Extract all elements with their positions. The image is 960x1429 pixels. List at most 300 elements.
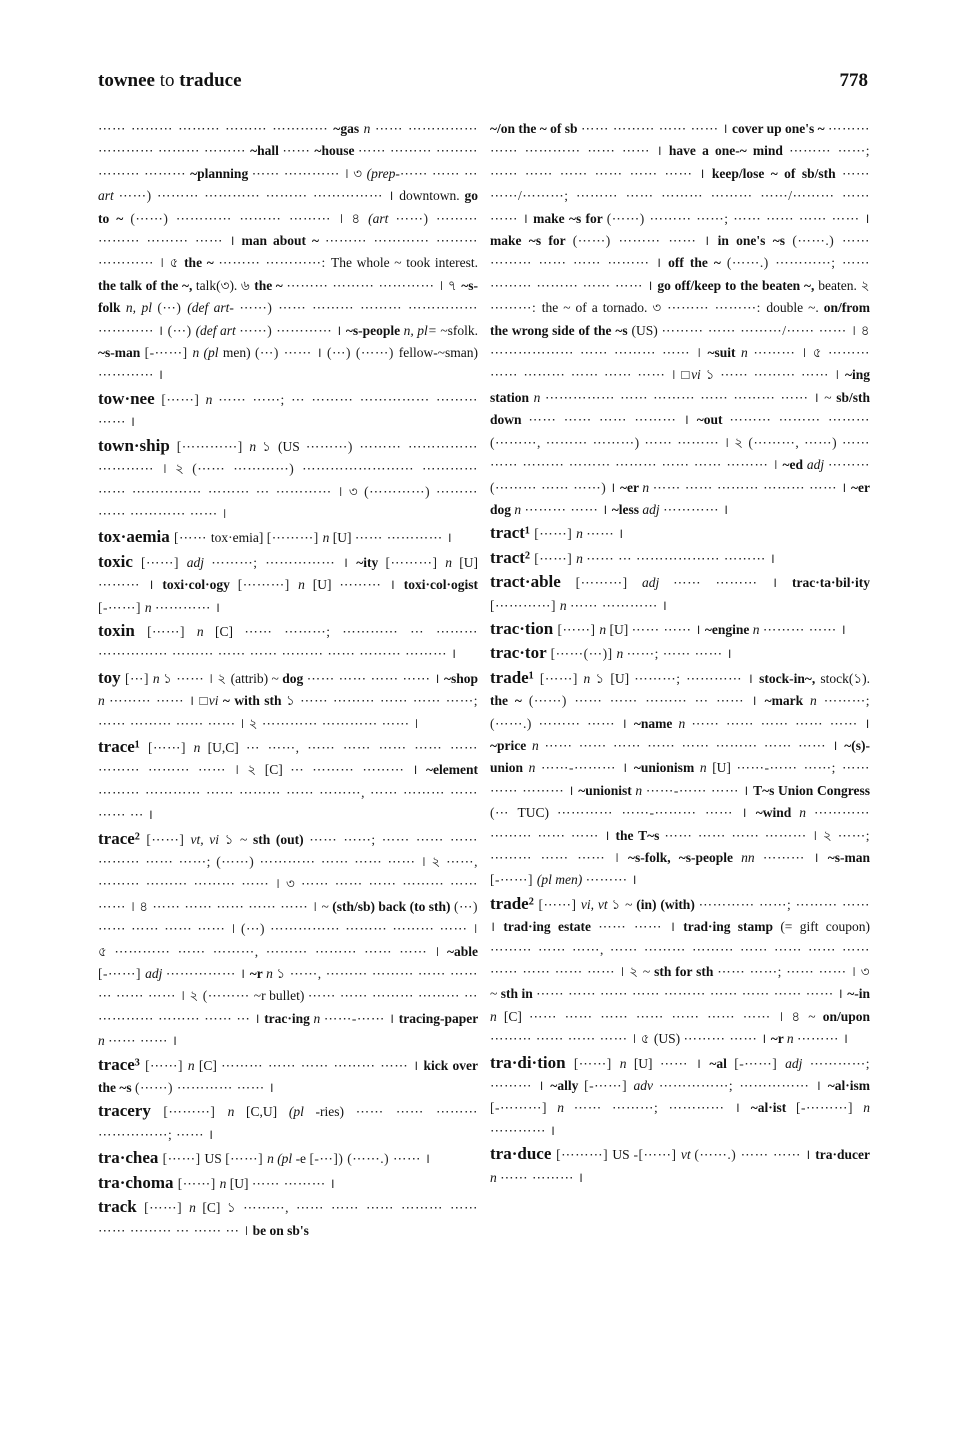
grammar-label: n xyxy=(635,782,646,798)
bold-phrase: man about ~ xyxy=(241,233,326,249)
plain-text: [U,C] xyxy=(207,739,246,755)
plain-text: [C] xyxy=(215,623,245,639)
grammar-label: (art xyxy=(368,210,396,226)
definition-text: [-⋯⋯⋯] xyxy=(490,1100,558,1116)
definition-text: [⋯⋯⋯⋯] xyxy=(490,597,560,613)
definition-text: (⋯⋯) ⋯⋯ ⋯⋯ ⋯⋯⋯ ⋯ ⋯⋯ । xyxy=(528,693,765,709)
bold-phrase: ~gas xyxy=(333,121,364,136)
definition-text: ⋯⋯⋯⋯ ⋯⋯-⋯⋯⋯ ⋯⋯ । xyxy=(557,805,756,821)
definition-text: ⋯⋯ ⋯⋯ ⋯⋯ ⋯⋯⋯ । ২ ⋯⋯; ⋯⋯⋯ ⋯⋯ ⋯⋯ । xyxy=(490,827,870,865)
bold-phrase: ~s-folk xyxy=(98,277,478,316)
plain-text: ~ xyxy=(240,831,253,847)
headword: trace² xyxy=(98,828,147,848)
definition-text: ⋯⋯ ⋯⋯ । xyxy=(598,919,684,935)
bold-phrase: ~r xyxy=(770,1031,787,1047)
definition-text: ⋯⋯⋯; ⋯⋯⋯⋯ । xyxy=(634,670,760,686)
headword: track xyxy=(98,1197,145,1217)
grammar-label: nn xyxy=(741,850,763,865)
grammar-label: (def art- xyxy=(187,300,240,316)
headword: tract·able xyxy=(490,572,576,592)
bold-phrase: make ~s for xyxy=(490,233,573,249)
definition-text: (⋯⋯) ⋯⋯⋯ ⋯⋯; ⋯⋯ ⋯⋯ ⋯⋯ ⋯⋯ । xyxy=(606,210,870,226)
definition-text: ১ ⋯⋯ ⋯⋯⋯ ⋯⋯ । xyxy=(705,367,845,383)
plain-text: fellow-~sman) xyxy=(398,345,478,361)
plain-text: stock(১). xyxy=(820,670,870,686)
grammar-label: n xyxy=(514,501,525,517)
definition-text: [⋯] xyxy=(124,670,153,686)
headword: tra·choma xyxy=(98,1172,178,1192)
plain-text: □ xyxy=(199,693,209,709)
dictionary-entry xyxy=(98,828,478,1053)
plain-text: [C] xyxy=(503,1008,530,1024)
bold-phrase: ~-in xyxy=(847,986,870,1002)
definition-text: ⋯⋯ ⋯⋯⋯ । xyxy=(251,1175,336,1191)
bold-phrase: the ~ xyxy=(490,693,529,709)
bold-phrase: ~wind xyxy=(755,805,800,821)
definition-text: ১ xyxy=(262,438,279,454)
grammar-label: n xyxy=(528,760,542,776)
definition-text: ⋯⋯⋯ । xyxy=(339,577,404,593)
definition-text: ⋯⋯ ⋯⋯⋯⋯ । xyxy=(354,530,453,546)
definition-text: [⋯⋯⋯⋯] xyxy=(176,438,250,454)
plain-text: talk(৩). xyxy=(195,277,241,293)
definition-text: ⋯⋯ ⋯⋯⋯⋯ । xyxy=(570,597,668,613)
definition-text: ⋯⋯ ⋯⋯ ⋯⋯⋯ ⋯⋯⋯ ⋯⋯ । xyxy=(652,479,851,495)
definition-text: ⋯⋯⋯ ⋯⋯ ⋯⋯ ⋯⋯ । ৫ xyxy=(490,1031,654,1047)
definition-text: [-⋯⋯] xyxy=(734,1055,786,1071)
grammar-label: n xyxy=(313,1010,324,1026)
definition-text: ⋯⋯⋯ ⋯⋯⋯ ⋯⋯⋯⋯ । ৭ xyxy=(286,277,462,293)
definition-text: ⋯⋯ ⋯⋯ ⋯⋯ ⋯⋯ ⋯⋯ । xyxy=(691,715,870,731)
grammar-label: n xyxy=(490,1008,504,1024)
headword: tra·chea xyxy=(98,1148,163,1168)
plain-text: beaten. xyxy=(818,277,861,293)
bold-phrase: tracing-paper xyxy=(398,1010,478,1026)
definition-text: ⋯⋯ xyxy=(282,143,315,159)
plain-text: □ xyxy=(681,367,692,383)
dictionary-entry xyxy=(490,1052,870,1143)
definition-text: ⋯⋯⋯⋯⋯ ⋯⋯ ⋯⋯⋯ ⋯⋯ ⋯⋯⋯ ⋯⋯ । xyxy=(544,389,825,405)
definition-text: ⋯⋯⋯⋯⋯; ⋯⋯⋯⋯⋯ । xyxy=(658,1078,828,1094)
bold-phrase: ~er xyxy=(620,479,643,495)
bold-phrase: toxi·col·ogist xyxy=(403,577,478,593)
bold-phrase: the talk of the ~, xyxy=(98,277,196,293)
grammar-label: n xyxy=(363,121,375,136)
dictionary-entry xyxy=(490,522,870,545)
plain-text: [U] xyxy=(229,1175,252,1191)
definition-text: ⋯⋯-⋯⋯ ⋯⋯; ⋯⋯ ⋯⋯ ⋯⋯⋯ । xyxy=(490,760,870,798)
bold-phrase: ~ with sth xyxy=(222,693,286,709)
definition-text: ⋯⋯⋯ ⋯⋯⋯⋯: xyxy=(218,255,331,271)
definition-text: [-⋯⋯] xyxy=(584,1078,634,1094)
grammar-label: n xyxy=(98,1033,109,1049)
bold-phrase: cover up one's ~ xyxy=(731,121,829,136)
definition-text: ⋯⋯⋯⋯ । xyxy=(98,367,164,383)
headword: tox·aemia xyxy=(98,527,175,547)
grammar-label: n (pl xyxy=(267,1151,296,1167)
definition-text: (⋯⋯.) ⋯⋯ ⋯⋯⋯ ⋯⋯ ⋯⋯ ⋯⋯⋯ । xyxy=(490,233,870,271)
definition-text: ⋯ ⋯⋯⋯ ⋯⋯⋯ । xyxy=(290,762,427,778)
headword: tra·duce xyxy=(490,1144,557,1164)
definition-text: ⋯⋯⋯ ⋯⋯⋯⋯ ⋯⋯⋯ ⋯⋯⋯⋯ । ৫ xyxy=(98,233,478,271)
headword: toy xyxy=(98,667,125,687)
definition-text: ⋯⋯ । xyxy=(659,1055,710,1071)
bold-phrase: ~engine xyxy=(704,621,753,637)
definition-text: ১ ⋯⋯⋯, ⋯⋯ ⋯⋯ ⋯⋯ ⋯⋯⋯ ⋯⋯ ⋯⋯ ⋯⋯⋯ ⋯ ⋯⋯ ⋯ । xyxy=(98,1200,478,1238)
bold-phrase: kick over the ~s xyxy=(98,1057,478,1096)
page-number: 778 xyxy=(839,70,868,91)
headword: tracery xyxy=(98,1101,164,1121)
definition-text: [⋯⋯] xyxy=(145,1057,188,1073)
grammar-label: adj xyxy=(186,554,212,570)
headword: toxin xyxy=(98,620,148,640)
headword: trac·tion xyxy=(490,618,558,638)
bold-phrase: ~unionism xyxy=(633,760,700,776)
bold-phrase: ~s-folk, ~s-people xyxy=(627,850,742,865)
definition-text: [⋯⋯ xyxy=(174,530,211,546)
grammar-label: n xyxy=(227,1104,247,1120)
grammar-label: n xyxy=(219,1175,230,1191)
grammar-label: n xyxy=(189,1200,203,1216)
grammar-label: n xyxy=(445,554,460,570)
definition-text: ⋯⋯-⋯⋯⋯ । xyxy=(541,760,634,776)
definition-text: [⋯⋯] xyxy=(146,831,191,847)
definition-text: ⋯⋯ ⋯⋯⋯; ⋯⋯⋯⋯ ⋯ ⋯⋯⋯ ⋯⋯⋯⋯⋯ ⋯⋯⋯ ⋯⋯ ⋯⋯ ⋯⋯⋯ ⋯⋯ ⋯⋯⋯ ⋯⋯⋯ । xyxy=(98,623,478,662)
plain-text: ~r bullet) xyxy=(253,988,308,1004)
plain-text: ~ xyxy=(824,389,837,405)
grammar-label: adj xyxy=(145,966,166,982)
definition-text: ⋯⋯ ⋯⋯⋯⋯⋯ ⋯⋯⋯⋯ ⋯⋯⋯ ⋯⋯⋯ xyxy=(98,121,478,159)
definition-text: ⋯⋯ ⋯⋯ ⋯⋯ ⋯⋯⋯ । xyxy=(528,412,697,428)
grammar-label: vi xyxy=(208,693,223,709)
definition-text: ১ ⋯⋯ । ২ xyxy=(163,670,231,686)
plain-text: ~ xyxy=(625,896,637,912)
plain-text: (US xyxy=(278,438,306,454)
right-column xyxy=(490,118,870,1388)
definition-text: ২ ⋯⋯⋯: xyxy=(490,277,870,316)
plain-text: (US) xyxy=(631,322,662,338)
definition-text: ⋯⋯⋯ ⋯⋯ ⋯⋯, ⋯⋯ ⋯⋯⋯ ⋯⋯⋯ ⋯⋯ ⋯⋯ ⋯⋯ ⋯⋯ ⋯⋯ ⋯⋯ ⋯⋯ ⋯⋯ । ২ xyxy=(490,941,870,980)
bold-phrase: make ~s for xyxy=(533,210,607,226)
definition-text: [⋯⋯⋯] xyxy=(266,530,323,546)
definition-text: [-⋯⋯] xyxy=(490,872,537,888)
definition-text: ⋯⋯ ⋯⋯⋯ ⋯⋯ ⋯⋯ । xyxy=(580,121,732,136)
dictionary-entry xyxy=(98,1054,478,1100)
plain-text: [U] xyxy=(609,621,632,637)
dictionary-entry xyxy=(490,893,870,1051)
bold-phrase: ~/on the ~ of sb xyxy=(490,121,581,136)
definition-text: [-⋯⋯⋯] xyxy=(795,1100,864,1116)
definition-text: [-⋯⋯] xyxy=(144,345,193,361)
headword: toxic xyxy=(98,551,142,571)
bold-phrase: ~r xyxy=(249,966,267,982)
definition-text: ⋯⋯ ⋯⋯/⋯⋯⋯; ⋯⋯⋯ ⋯⋯ ⋯⋯⋯ ⋯⋯⋯ ⋯⋯/⋯⋯⋯ ⋯⋯ ⋯⋯ । xyxy=(490,165,870,226)
definition-text: ⋯⋯⋯ ⋯⋯ ⋯⋯⋯⋯ ⋯⋯ ⋯⋯ । xyxy=(490,121,870,159)
definition-text: [⋯⋯⋯] xyxy=(556,1147,613,1163)
grammar-label: n xyxy=(196,623,216,639)
definition-text: ⋯⋯⋯⋯ । xyxy=(155,599,221,615)
grammar-label: n xyxy=(678,715,692,731)
bold-phrase: ~s-people xyxy=(345,322,404,338)
plain-text: [C] xyxy=(198,1057,222,1073)
plain-text: (= gift coupon) xyxy=(780,919,870,935)
grammar-label: n xyxy=(752,621,763,637)
grammar-label: n xyxy=(599,621,610,637)
grammar-label: n xyxy=(187,1057,199,1073)
definition-text: ⋯⋯⋯ ⋯⋯ ⋯⋯⋯/⋯⋯ ⋯⋯ । ৪ ⋯⋯⋯⋯⋯⋯ ⋯⋯ ⋯⋯⋯ ⋯⋯ । xyxy=(490,322,870,361)
dictionary-entry xyxy=(98,1172,478,1195)
bold-phrase: (in) (with) xyxy=(636,896,699,912)
grammar-label: vi, vt xyxy=(580,896,612,912)
grammar-label: n, pl= xyxy=(403,322,441,338)
plain-text: -ries) xyxy=(315,1104,356,1120)
definition-text: ⋯⋯⋯ ⋯⋯ ⋯⋯ ⋯⋯⋯ ⋯⋯ । xyxy=(221,1057,424,1073)
definition-text: (⋯) xyxy=(157,300,188,316)
headword: trac·tor xyxy=(490,643,551,663)
bold-phrase: dog xyxy=(282,670,307,686)
grammar-label: n xyxy=(205,391,219,407)
definition-text: [⋯⋯] xyxy=(539,670,584,686)
grammar-label: n xyxy=(152,670,164,686)
dictionary-entry xyxy=(490,618,870,641)
bold-phrase: ~er dog xyxy=(490,479,870,517)
definition-text: ⋯⋯ ⋯⋯⋯⋯ । ৩ xyxy=(251,165,367,181)
definition-text: ⋯⋯⋯⋯⋯ । xyxy=(165,966,250,982)
dictionary-entry xyxy=(98,667,478,735)
bold-phrase: sth (out) xyxy=(252,831,310,847)
definition-text: ⋯⋯⋯ । xyxy=(98,577,163,593)
bold-phrase: T~s Union Congress xyxy=(753,782,870,798)
definition-text: (⋯⋯) ⋯⋯⋯⋯ ⋯⋯ । xyxy=(135,1080,275,1096)
dictionary-entry xyxy=(98,435,478,526)
plain-text: tox·emia] xyxy=(210,530,267,546)
bold-phrase: ~al xyxy=(709,1055,735,1071)
dictionary-entry xyxy=(98,1100,478,1146)
bold-phrase: ~able xyxy=(446,943,478,959)
definition-text: ⋯⋯ ⋯⋯⋯ । xyxy=(500,1169,584,1185)
definition-text: [⋯⋯] xyxy=(147,623,197,639)
bold-phrase: on/from the wrong side of the ~s xyxy=(490,300,870,338)
bold-phrase: ~price xyxy=(490,737,532,753)
definition-text: [⋯⋯] xyxy=(162,1151,205,1167)
definition-text: ⋯⋯⋯ ⋯⋯ । xyxy=(109,693,200,709)
definition-text: ⋯⋯⋯ । xyxy=(585,872,638,888)
grammar-label: n xyxy=(642,479,653,495)
grammar-label: n xyxy=(576,526,587,542)
plain-text: [U] xyxy=(712,760,737,776)
bold-phrase: ~suit xyxy=(707,345,742,361)
definition-text: ⋯⋯-⋯⋯ । xyxy=(323,1010,399,1026)
grammar-label: adj xyxy=(642,575,674,591)
headword: tract² xyxy=(490,547,535,567)
dictionary-entry xyxy=(490,571,870,617)
plain-text: -e xyxy=(295,1151,310,1167)
grammar-label: n xyxy=(557,1100,574,1116)
definition-text: ⋯⋯) ⋯⋯⋯ ⋯⋯⋯ ⋯⋯⋯ ⋯⋯ । xyxy=(98,210,478,249)
plain-text: [C] xyxy=(202,1200,227,1216)
plain-text: (attrib) ~ xyxy=(230,670,283,686)
definition-text: [⋯⋯] xyxy=(144,1200,190,1216)
bold-phrase: trad·ing estate xyxy=(503,919,599,935)
definition-text: (⋯⋯.) ⋯⋯⋯⋯; ⋯⋯ ⋯⋯⋯ ⋯⋯⋯ ⋯⋯ ⋯⋯ । xyxy=(490,255,870,293)
grammar-label: (prep- xyxy=(366,165,400,181)
definition-text: ⋯⋯ ⋯⋯ । xyxy=(108,1033,178,1049)
definition-text: [⋯⋯⋯] xyxy=(237,577,299,593)
headword: trade¹ xyxy=(490,667,540,687)
running-head xyxy=(98,70,242,92)
bold-phrase: in one's ~s xyxy=(717,233,793,249)
grammar-label: n, pl xyxy=(125,300,158,316)
definition-text: ⋯⋯⋯⋯ । xyxy=(490,1122,556,1138)
definition-text: [⋯⋯] xyxy=(161,391,206,407)
plain-text: the ~ of a tornado. xyxy=(541,300,653,316)
grammar-label: (def art xyxy=(195,322,240,338)
grammar-label: n xyxy=(533,389,545,405)
page-header xyxy=(98,70,868,98)
grammar-label: n xyxy=(266,966,277,982)
grammar-label: (pl xyxy=(288,1104,316,1120)
definition-text: [⋯⋯] xyxy=(538,896,581,912)
definition-text: ⋯⋯) ⋯⋯⋯⋯ । xyxy=(239,322,346,338)
definition-text: ⋯⋯ ⋯⋯; ⋯ ⋯⋯⋯ ⋯⋯⋯⋯⋯ ⋯⋯⋯ ⋯⋯ । xyxy=(98,391,478,430)
definition-text: (⋯) ⋯⋯ ⋯⋯ ⋯⋯ ⋯⋯ । (⋯) ⋯⋯⋯⋯⋯ ⋯⋯⋯ ⋯⋯⋯ ⋯⋯ । ৫ ⋯⋯⋯⋯ ⋯⋯ ⋯⋯⋯, ⋯⋯⋯ ⋯⋯⋯ ⋯⋯ ⋯⋯ । xyxy=(98,898,478,959)
dictionary-entry xyxy=(98,1147,478,1170)
definition-text: [-⋯]) (⋯⋯.) ⋯⋯ । xyxy=(309,1151,431,1167)
headword: tow·nee xyxy=(98,388,162,408)
definition-text: [⋯⋯] xyxy=(534,550,577,566)
plain-text: men) xyxy=(222,345,255,361)
definition-text: [⋯⋯⋯] xyxy=(575,575,642,591)
bold-phrase: ~ing station xyxy=(490,367,870,405)
definition-text: [⋯⋯⋯] xyxy=(163,1104,228,1120)
bold-phrase: ~al·ism xyxy=(827,1078,870,1094)
definition-text: ⋯⋯) ⋯⋯ ⋯⋯⋯ ⋯⋯⋯ ⋯⋯⋯⋯⋯ ⋯⋯⋯⋯ । (⋯) xyxy=(98,300,478,338)
grammar-label: vt xyxy=(680,1147,695,1163)
definition-text: [-⋯⋯] xyxy=(98,966,146,982)
grammar-label: adj xyxy=(806,457,828,473)
definition-text: ১ xyxy=(224,831,241,847)
bold-phrase: sth for sth xyxy=(654,964,718,980)
definition-text: ⋯⋯⋯⋯ । xyxy=(663,501,729,517)
definition-text: [⋯⋯(⋯)] xyxy=(550,646,617,662)
grammar-label: n xyxy=(583,670,596,686)
left-column xyxy=(98,118,478,1388)
grammar-label: n xyxy=(298,577,313,593)
bold-phrase: go off/keep to the beaten ~, xyxy=(657,277,819,293)
grammar-label: n xyxy=(799,805,814,821)
bold-phrase: ~less xyxy=(611,501,643,517)
plain-text: (US) xyxy=(653,1031,684,1047)
plain-text: ~sfolk. xyxy=(440,322,478,338)
plain-text: [U] xyxy=(312,577,340,593)
bold-phrase: the T~s xyxy=(615,827,665,843)
definition-text: ⋯⋯ ⋯⋯ ⋯ xyxy=(399,165,478,181)
bold-phrase: ~ed xyxy=(782,457,807,473)
bold-phrase: sb/sth down xyxy=(490,389,870,428)
bold-phrase: ~(s)-union xyxy=(490,737,870,776)
bold-phrase: ~unionist xyxy=(578,782,636,798)
definition-text: [⋯⋯] xyxy=(557,621,600,637)
definition-text: [⋯⋯⋯] xyxy=(385,554,446,570)
bold-phrase: ~name xyxy=(633,715,679,731)
dictionary-entry xyxy=(98,526,478,549)
definition-text: (⋯) ⋯⋯ । (⋯) (⋯⋯) xyxy=(254,345,399,361)
bold-phrase: trac·ta·bil·ity xyxy=(791,575,870,591)
plain-text: [U] xyxy=(332,530,355,546)
dictionary-entry xyxy=(490,1143,870,1189)
grammar-label: n xyxy=(576,550,587,566)
bold-phrase: ~ally xyxy=(550,1078,585,1094)
definition-text: -[⋯⋯] xyxy=(633,1147,681,1163)
plain-text: [U] xyxy=(633,1055,660,1071)
grammar-label: art xyxy=(98,188,119,204)
definition-text: ১ ⋯⋯, ⋯⋯⋯ ⋯⋯⋯ ⋯⋯ ⋯⋯ ⋯ ⋯⋯ ⋯⋯ । ২ (⋯⋯⋯ xyxy=(98,966,478,1004)
definition-text: ১ xyxy=(595,670,611,686)
grammar-label: n xyxy=(810,693,824,709)
plain-text: US xyxy=(612,1147,634,1163)
bold-phrase: tra·ducer xyxy=(815,1147,870,1163)
plain-text: [U] xyxy=(610,670,635,686)
bold-phrase: ~hall xyxy=(250,143,283,159)
definition-text: ⋯⋯⋯ । xyxy=(762,850,828,865)
definition-text: ⋯⋯ ⋯⋯⋯ ⋯⋯⋯ ⋯⋯⋯ ⋯⋯⋯⋯ xyxy=(98,121,334,136)
grammar-label: vt, vi xyxy=(190,831,225,847)
bold-phrase: ~al·ist xyxy=(750,1100,796,1116)
definition-text: ⋯⋯⋯⋯; ⋯⋯⋯ । xyxy=(490,1055,870,1094)
dictionary-entry xyxy=(490,642,870,665)
definition-text: (⋯⋯.) ⋯⋯ ⋯⋯ । xyxy=(694,1147,816,1163)
definition-text: ⋯⋯⋯ ⋯⋯⋯ ⋯⋯⋯ (⋯⋯⋯, ⋯⋯⋯ ⋯⋯⋯) ⋯⋯ ⋯⋯⋯ । ২ (⋯⋯⋯, ⋯⋯) ⋯⋯ ⋯⋯ ⋯⋯⋯ ⋯⋯⋯ ⋯⋯⋯ ⋯⋯ ⋯⋯ ⋯⋯⋯ । xyxy=(490,412,870,473)
definition-text: ১ ⋯⋯ ⋯⋯⋯ ⋯⋯ ⋯⋯ ⋯⋯; ⋯⋯ ⋯⋯⋯ ⋯⋯ ⋯⋯ । ২ ⋯⋯⋯⋯ ⋯⋯⋯⋯ ⋯⋯ । xyxy=(98,693,478,731)
plain-text: [C,U] xyxy=(246,1104,289,1120)
last-headword: traduce xyxy=(179,70,242,91)
definition-text: ⋯⋯⋯ ⋯⋯⋯⋯ ⋯⋯ ⋯⋯⋯ ⋯⋯ ⋯⋯⋯, ⋯⋯ ⋯⋯⋯ ⋯⋯ ⋯⋯ ⋯ । xyxy=(98,784,478,823)
definition-text: ⋯⋯ ⋯⋯; ⋯⋯ ⋯⋯ । ৩ xyxy=(717,964,870,980)
definition-text: ⋯⋯⋯) ⋯⋯⋯ ⋯⋯⋯⋯⋯ ⋯⋯⋯⋯ । ২ (⋯⋯ ⋯⋯⋯⋯) ⋯⋯⋯⋯⋯⋯⋯⋯ ⋯⋯⋯⋯ ⋯⋯ ⋯⋯⋯⋯⋯ ⋯⋯⋯ ⋯ ⋯⋯⋯⋯ । ৩ (⋯⋯⋯⋯) ⋯⋯⋯ ⋯⋯ ⋯⋯⋯⋯ ⋯⋯ । xyxy=(98,438,478,521)
definition-text: (⋯⋯) ⋯⋯⋯⋯ ⋯⋯⋯ ⋯⋯⋯ । ৪ xyxy=(130,210,369,226)
definition-text: ⋯⋯ ⋯⋯ ⋯⋯ ⋯⋯ । xyxy=(306,670,444,686)
definition-text: ⋯⋯⋯ ⋯⋯ । xyxy=(762,621,847,637)
bold-phrase: toxi·col·ogy xyxy=(162,577,238,593)
plain-text: US xyxy=(204,1151,226,1167)
definition-text: ৩ ⋯⋯⋯ ⋯⋯⋯: xyxy=(652,300,767,316)
headword: trade² xyxy=(490,893,539,913)
bold-phrase: the ~ xyxy=(254,277,287,293)
grammar-label: n xyxy=(193,739,208,755)
grammar-label: adv xyxy=(633,1078,659,1094)
definition-text: ⋯⋯ ⋯⋯⋯; ⋯⋯⋯⋯ । xyxy=(573,1100,751,1116)
definition-text: ⋯⋯⋯ ⋯⋯ । xyxy=(524,501,612,517)
definition-text: ⋯⋯-⋯⋯ ⋯⋯ । xyxy=(645,782,754,798)
plain-text: ~ xyxy=(490,986,501,1002)
grammar-label: n xyxy=(619,1055,634,1071)
definition-text: [-⋯⋯] xyxy=(98,599,145,615)
grammar-label: n xyxy=(863,1100,870,1116)
definition-text: ⋯ ⋯⋯, ⋯⋯ ⋯⋯ ⋯⋯ ⋯⋯ ⋯⋯ ⋯⋯⋯ ⋯⋯⋯ ⋯⋯ । ২ xyxy=(98,739,478,778)
definition-text: ⋯⋯ ⋯ ⋯⋯⋯⋯⋯⋯ ⋯⋯⋯ । xyxy=(586,550,776,566)
bold-phrase: ~out xyxy=(696,412,730,428)
grammar-label: n xyxy=(741,345,754,361)
plain-text: [U] xyxy=(459,554,478,570)
bold-phrase: trad·ing stamp xyxy=(683,919,781,935)
definition-text: [⋯⋯] xyxy=(141,554,187,570)
bold-phrase: sth in xyxy=(500,986,537,1002)
definition-text: ⋯⋯ ⋯⋯⋯ । xyxy=(673,575,792,591)
dictionary-entry xyxy=(98,620,478,666)
plain-text: ~ xyxy=(808,1008,823,1024)
definition-text: ⋯⋯ ⋯⋯ ⋯⋯ ⋯⋯ ⋯⋯ ⋯⋯ ⋯⋯ । ৪ xyxy=(529,1008,809,1024)
dictionary-entry xyxy=(490,667,870,892)
